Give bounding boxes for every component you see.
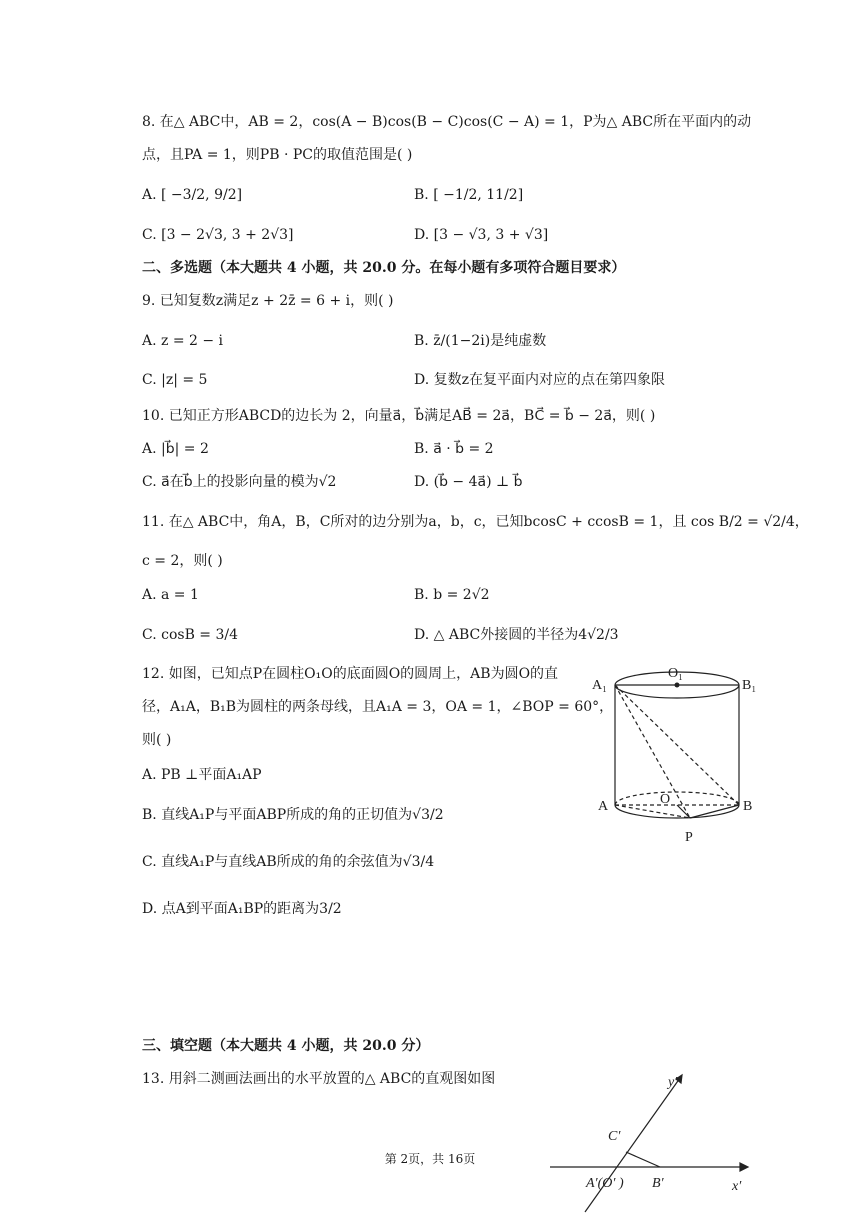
q10-option-c: C. a⃗在b⃗上的投影向量的模为√2 (142, 474, 337, 490)
oblique-figure (540, 1068, 760, 1216)
q12-option-a: A. PB ⊥平面A₁AP (142, 767, 262, 783)
cylinder-figure (590, 655, 760, 850)
q8-option-c: C. [3 − 2√3, 3 + 2√3] (142, 227, 294, 243)
q11-line2: c = 2，则( ) (142, 553, 223, 569)
q10-stem: 10. 已知正方形ABCD的边长为 2，向量a⃗，b⃗满足AB⃗ = 2a⃗，BC⃗ = b⃗ − 2a⃗，则( ) (142, 408, 656, 424)
q12-option-b: B. 直线A₁P与平面ABP所成的角的正切值为√3/2 (142, 807, 444, 823)
label-a-prime: A′(O′ ) (586, 1176, 624, 1191)
q12-line2: 径，A₁A，B₁B为圆柱的两条母线，且A₁A = 3，OA = 1，∠BOP = 60°， (142, 699, 614, 715)
q10-option-b: B. a⃗ · b⃗ = 2 (414, 441, 494, 457)
label-o: O (660, 792, 671, 807)
q9-stem: 9. 已知复数z满足z + 2z̄ = 6 + i，则( ) (142, 293, 394, 309)
q9-option-d: D. 复数z在复平面内对应的点在第四象限 (414, 372, 666, 388)
label-c-prime: C′ (608, 1129, 621, 1144)
q11-option-c: C. cosB = 3/4 (142, 627, 239, 643)
label-b: B (743, 799, 753, 814)
label-b1: B₁ (742, 678, 757, 693)
q10-option-d: D. (b⃗ − 4a⃗) ⊥ b⃗ (414, 474, 523, 490)
q8-line1: 8. 在△ ABC中，AB = 2，cos(A − B)cos(B − C)cos(C − A) = 1，P为△ ABC所在平面内的动 (142, 114, 752, 130)
label-a1: A₁ (592, 678, 607, 693)
q10-option-a: A. |b⃗| = 2 (142, 441, 209, 457)
q9-option-b: B. z̄/(1−2i)是纯虚数 (414, 333, 547, 349)
q8-option-a: A. [ −3/2, 9/2] (142, 187, 243, 203)
label-x-axis: x′ (732, 1179, 742, 1194)
q8-option-b: B. [ −1/2, 11/2] (414, 187, 524, 203)
q9-option-a: A. z = 2 − i (142, 333, 224, 349)
section-2-heading: 二、多选题（本大题共 4 小题，共 20.0 分。在每小题有多项符合题目要求） (142, 260, 626, 276)
q8-line2: 点，且PA = 1，则PB · PC的取值范围是( ) (142, 147, 413, 163)
q11-option-d: D. △ ABC外接圆的半径为4√2/3 (414, 627, 619, 643)
page-footer: 第 2页，共 16页 (384, 1152, 476, 1166)
q11-option-a: A. a = 1 (142, 587, 199, 603)
label-a: A (598, 799, 609, 814)
q8-option-d: D. [3 − √3, 3 + √3] (414, 227, 549, 243)
label-y-axis: y′ (668, 1075, 678, 1090)
label-p: P (685, 830, 693, 845)
q12-line1: 12. 如图，已知点P在圆柱O₁O的底面圆O的圆周上，AB为圆O的直 (142, 666, 559, 682)
label-b-prime: B′ (652, 1176, 664, 1191)
q11-option-b: B. b = 2√2 (414, 587, 490, 603)
section-3-heading: 三、填空题（本大题共 4 小题，共 20.0 分） (142, 1038, 430, 1054)
q12-option-c: C. 直线A₁P与直线AB所成的角的余弦值为√3/4 (142, 854, 435, 870)
q12-option-d: D. 点A到平面A₁BP的距离为3/2 (142, 901, 342, 917)
label-o1: O₁ (668, 666, 683, 681)
q11-line1: 11. 在△ ABC中，角A，B，C所对的边分别为a，b，c，已知bcosC + ccosB = 1，且 cos B/2 = √2/4， (142, 514, 809, 530)
q9-option-c: C. |z| = 5 (142, 372, 208, 388)
q13-stem: 13. 用斜二测画法画出的水平放置的△ ABC的直观图如图 (142, 1071, 496, 1087)
q12-line3: 则( ) (142, 732, 172, 748)
